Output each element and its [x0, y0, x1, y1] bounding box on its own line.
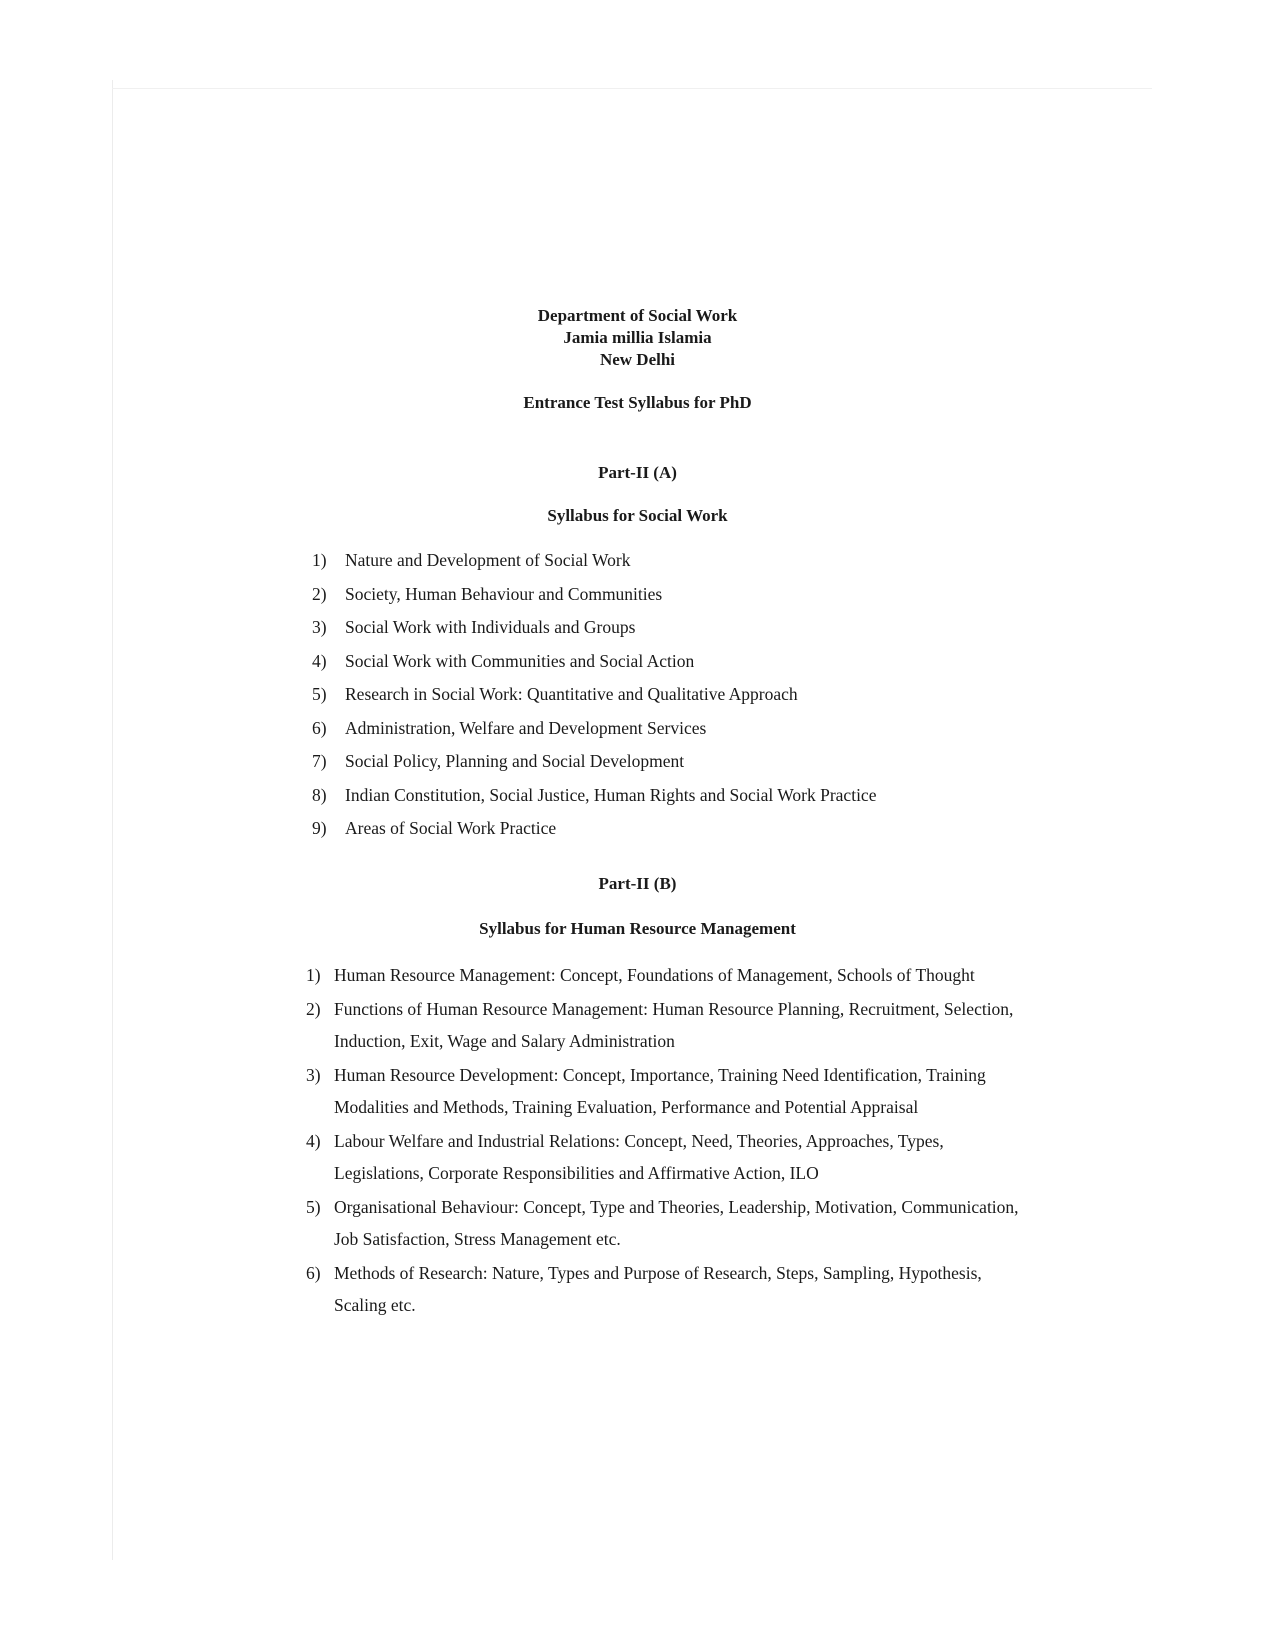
list-item: [306, 959, 1026, 991]
document-subtitle: Entrance Test Syllabus for PhD: [523, 393, 752, 412]
scan-edge: [112, 88, 1152, 89]
list-item: [312, 682, 876, 716]
list-item: [306, 1257, 1026, 1321]
list-item: [312, 716, 876, 750]
scan-edge: [112, 80, 113, 1560]
item-text: Organisational Behaviour: Concept, Type and Theories, Leadership, Motivation, Communication, Job Satisfaction, Stress Management etc.: [334, 1197, 1019, 1249]
item-text: Areas of Social Work Practice: [345, 818, 557, 838]
item-text: Human Resource Development: Concept, Importance, Training Need Identification, Training Modalities and Methods, Training Evaluation, Performance and Potential Appraisal: [334, 1065, 986, 1117]
item-number: 2): [306, 999, 321, 1019]
hrm-syllabus-list: [306, 959, 1026, 1323]
list-item: [312, 548, 876, 582]
item-text: Social Work with Individuals and Groups: [345, 617, 636, 637]
item-number: 9): [312, 818, 327, 838]
item-text: Indian Constitution, Social Justice, Human Rights and Social Work Practice: [345, 784, 877, 805]
item-number: 3): [312, 617, 327, 637]
item-text: Human Resource Management: Concept, Foundations of Management, Schools of Thought: [334, 965, 975, 985]
part-a-title: Syllabus for Social Work: [547, 506, 728, 525]
social-work-syllabus-list: [312, 548, 876, 850]
item-number: 2): [312, 583, 327, 604]
list-item: [306, 993, 1026, 1057]
university-name: Jamia millia Islamia: [563, 328, 712, 347]
item-number: 4): [312, 650, 327, 671]
list-item: [306, 1059, 1026, 1123]
list-item: [312, 649, 876, 683]
item-text: Social Policy, Planning and Social Development: [345, 751, 685, 771]
item-number: 6): [312, 717, 327, 738]
item-number: 1): [312, 550, 327, 570]
item-text: Research in Social Work: Quantitative and Qualitative Approach: [345, 684, 798, 704]
list-item: [306, 1125, 1026, 1189]
document-header: [0, 305, 1275, 371]
list-item: [312, 749, 876, 783]
list-item: [312, 783, 876, 817]
department-name: Department of Social Work: [537, 306, 738, 325]
city-name: New Delhi: [599, 350, 676, 369]
list-item: [312, 582, 876, 616]
item-text: Nature and Development of Social Work: [345, 550, 631, 570]
item-number: 6): [306, 1263, 321, 1283]
item-number: 1): [306, 965, 321, 985]
item-text: Administration, Welfare and Development Services: [345, 717, 707, 738]
item-number: 3): [306, 1065, 321, 1085]
item-number: 5): [306, 1197, 321, 1217]
item-text: Social Work with Communities and Social Action: [345, 650, 695, 671]
item-number: 8): [312, 784, 327, 805]
item-text: Methods of Research: Nature, Types and Purpose of Research, Steps, Sampling, Hypothesis, Scaling etc.: [334, 1263, 982, 1315]
list-item: [312, 615, 876, 649]
part-b-heading: Part-II (B): [598, 874, 677, 893]
item-text: Society, Human Behaviour and Communities: [345, 583, 663, 604]
part-b-title: Syllabus for Human Resource Management: [479, 919, 796, 938]
list-item: [306, 1191, 1026, 1255]
item-number: 5): [312, 684, 327, 704]
item-number: 7): [312, 751, 327, 771]
list-item: [312, 816, 876, 850]
item-text: Labour Welfare and Industrial Relations: Concept, Need, Theories, Approaches, Types, Legislations, Corporate Responsibilities and Affirmative Action, ILO: [334, 1131, 944, 1183]
item-number: 4): [306, 1131, 321, 1151]
part-a-heading: Part-II (A): [598, 463, 677, 482]
item-text: Functions of Human Resource Management: Human Resource Planning, Recruitment, Selection, Induction, Exit, Wage and Salary Administration: [334, 999, 1014, 1051]
